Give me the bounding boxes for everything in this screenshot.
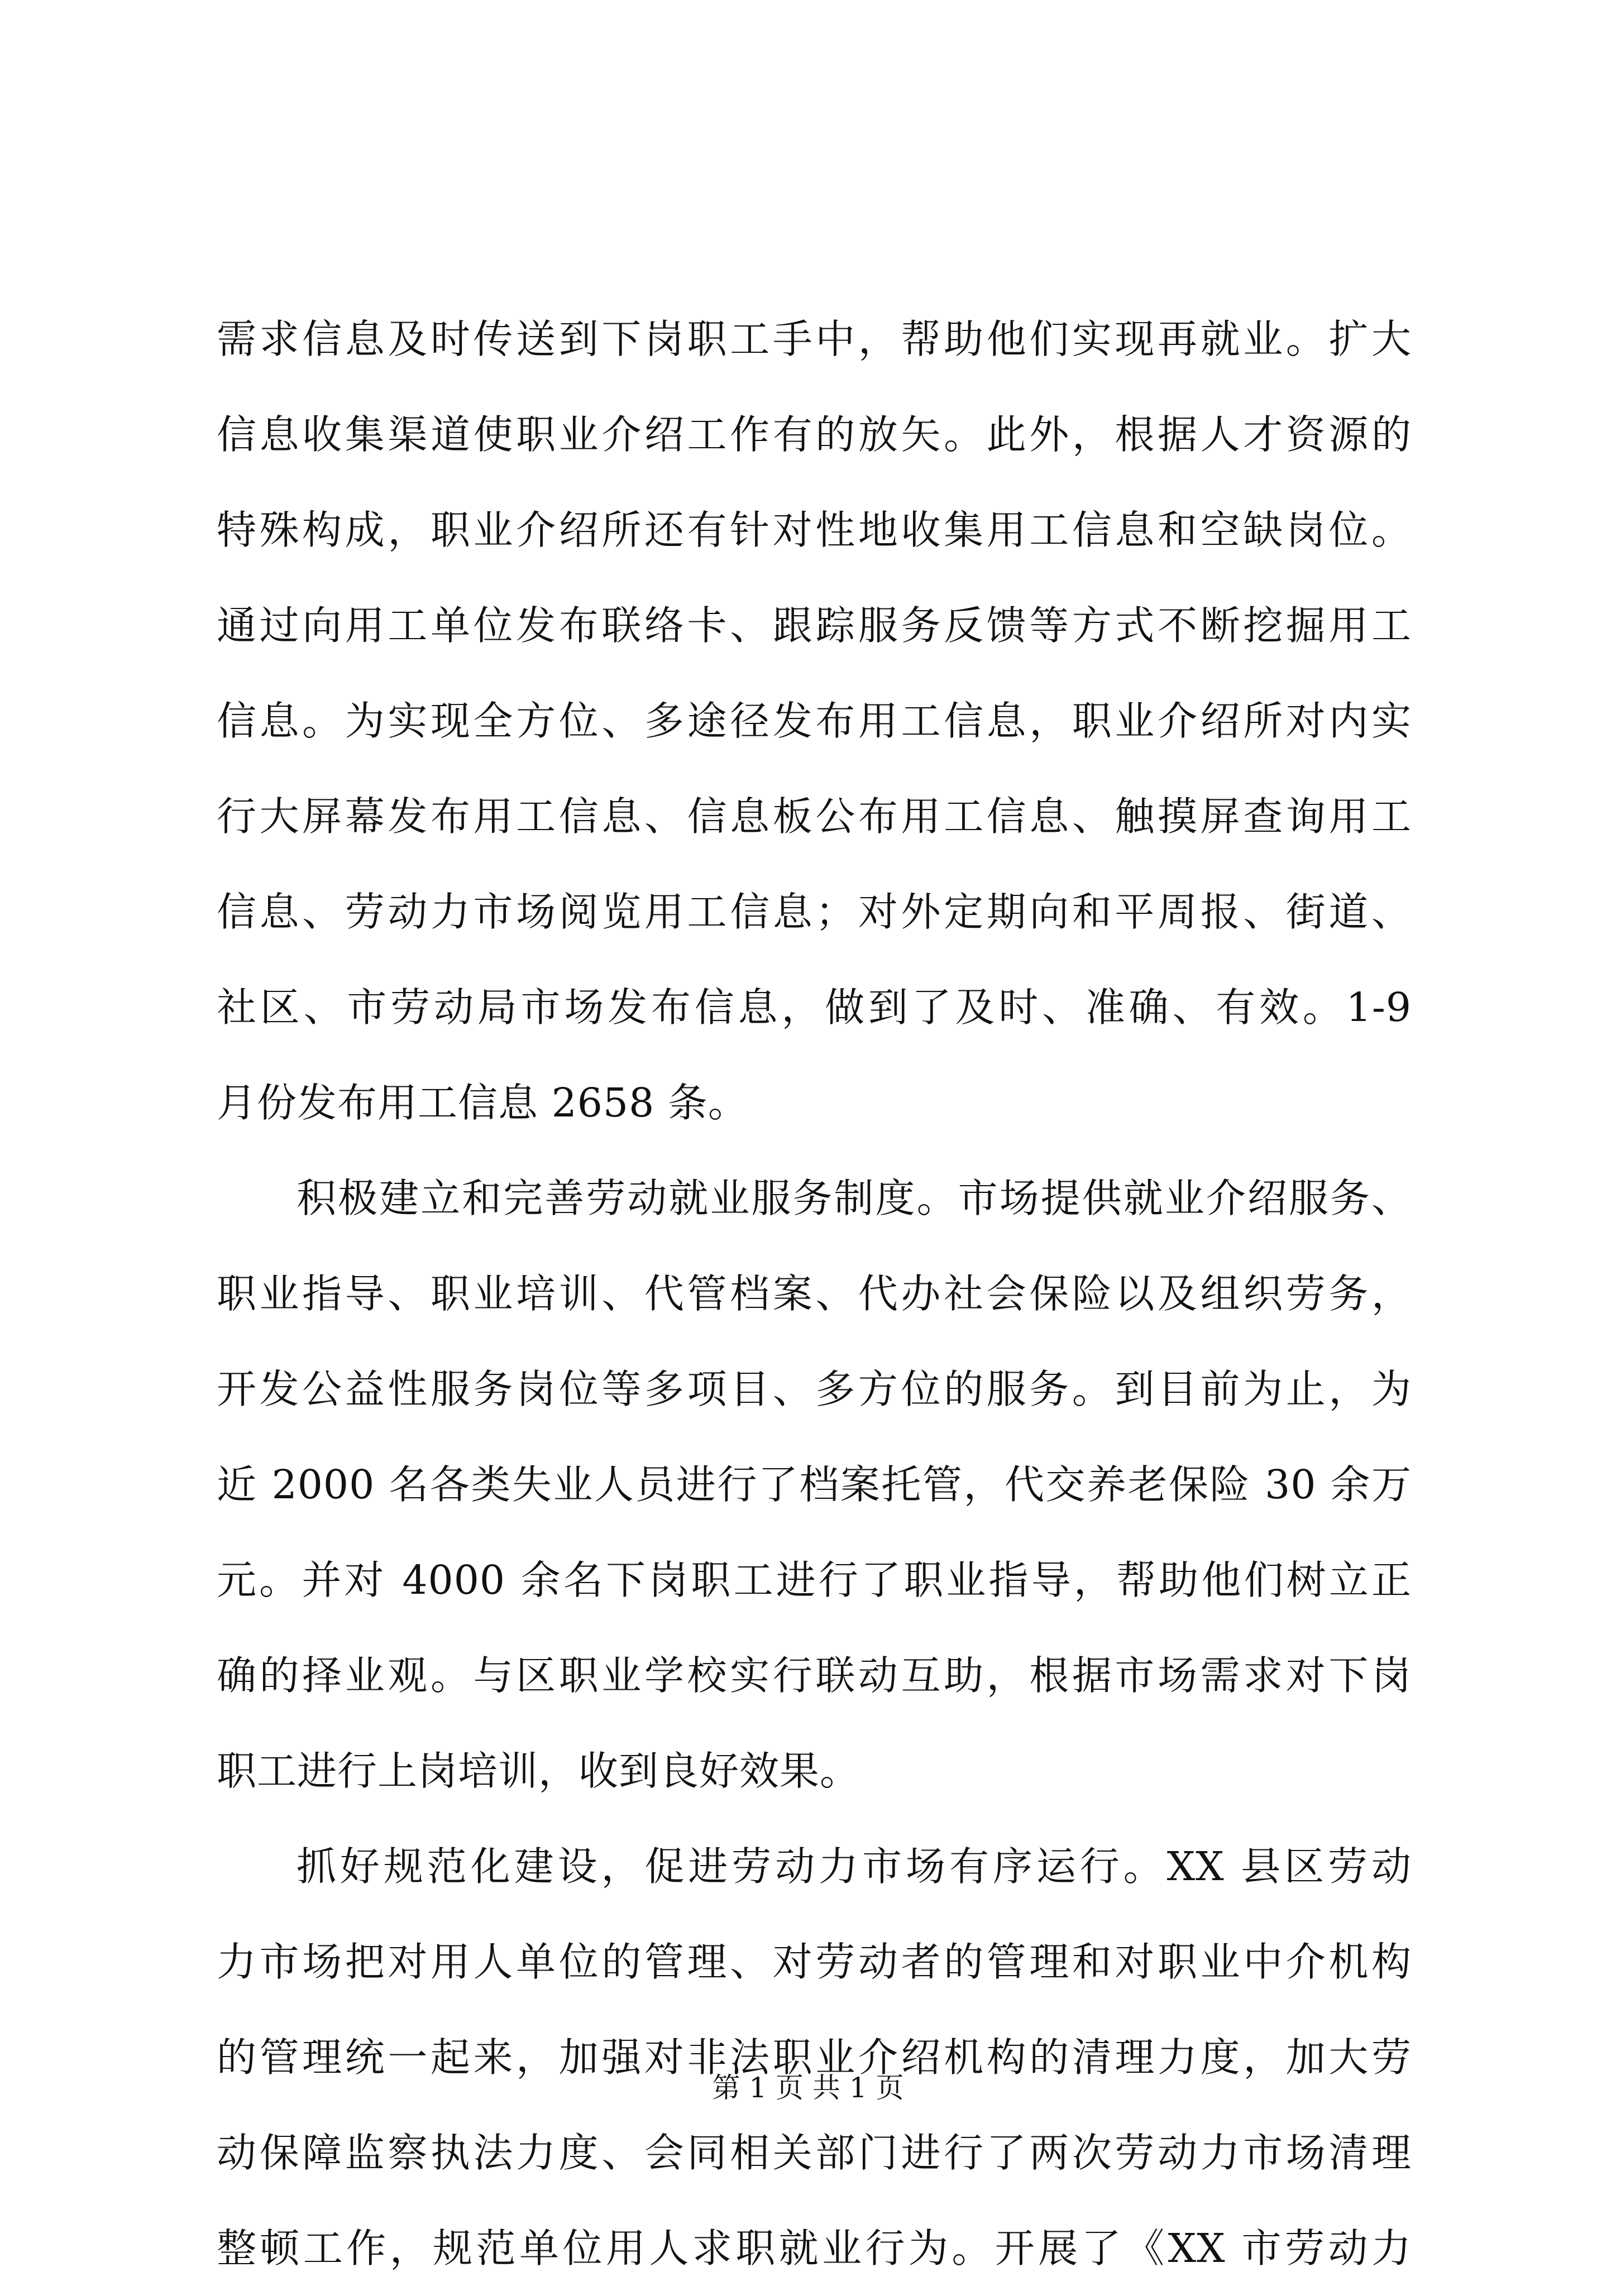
text-line: 元。并对 4000 余名下岗职工进行了职业指导，帮助他们树立正 xyxy=(217,1557,1412,1603)
text-line: 力市场把对用人单位的管理、对劳动者的管理和对职业中介机构 xyxy=(217,1939,1412,1985)
text-line: 需求信息及时传送到下岗职工手中，帮助他们实现再就业。扩大 xyxy=(217,316,1412,362)
text-line: 月份发布用工信息 2658 条。 xyxy=(217,1080,748,1126)
text-line: 动保障监察执法力度、会同相关部门进行了两次劳动力市场清理 xyxy=(217,2130,1412,2176)
text-line: 的管理统一起来，加强对非法职业介绍机构的清理力度，加大劳 xyxy=(217,2034,1412,2081)
text-line: 信息收集渠道使职业介绍工作有的放矢。此外，根据人才资源的 xyxy=(217,411,1412,458)
text-line: 特殊构成，职业介绍所还有针对性地收集用工信息和空缺岗位。 xyxy=(217,507,1412,553)
document-body xyxy=(217,291,1412,2296)
paragraph-1 xyxy=(217,291,1412,1151)
text-line: 抓好规范化建设，促进劳动力市场有序运行。XX 县区劳动 xyxy=(297,1843,1412,1890)
paragraph-3 xyxy=(217,1819,1412,2296)
text-line: 信息。为实现全方位、多途径发布用工信息，职业介绍所对内实 xyxy=(217,698,1412,744)
text-line: 行大屏幕发布用工信息、信息板公布用工信息、触摸屏查询用工 xyxy=(217,793,1412,840)
page-footer: 第 1 页 共 1 页 xyxy=(712,2072,904,2104)
text-line: 通过向用工单位发布联络卡、跟踪服务反馈等方式不断挖掘用工 xyxy=(217,602,1412,649)
text-line: 社区、市劳动局市场发布信息，做到了及时、准确、有效。1-9 xyxy=(217,984,1412,1030)
text-line: 近 2000 名各类失业人员进行了档案托管，代交养老保险 30 余万 xyxy=(217,1461,1412,1508)
text-line: 确的择业观。与区职业学校实行联动互助，根据市场需求对下岗 xyxy=(217,1652,1412,1699)
text-line: 信息、劳动力市场阅览用工信息；对外定期向和平周报、街道、 xyxy=(217,889,1412,935)
text-line: 积极建立和完善劳动就业服务制度。市场提供就业介绍服务、 xyxy=(297,1175,1412,1221)
text-line: 职业指导、职业培训、代管档案、代办社会保险以及组织劳务， xyxy=(217,1271,1412,1317)
text-line: 整顿工作，规范单位用人求职就业行为。开展了《XX 市劳动力 xyxy=(217,2225,1412,2271)
text-line: 开发公益性服务岗位等多项目、多方位的服务。到目前为止，为 xyxy=(217,1366,1412,1412)
paragraph-2 xyxy=(217,1151,1412,1819)
text-line: 职工进行上岗培训，收到良好效果。 xyxy=(217,1748,860,1794)
